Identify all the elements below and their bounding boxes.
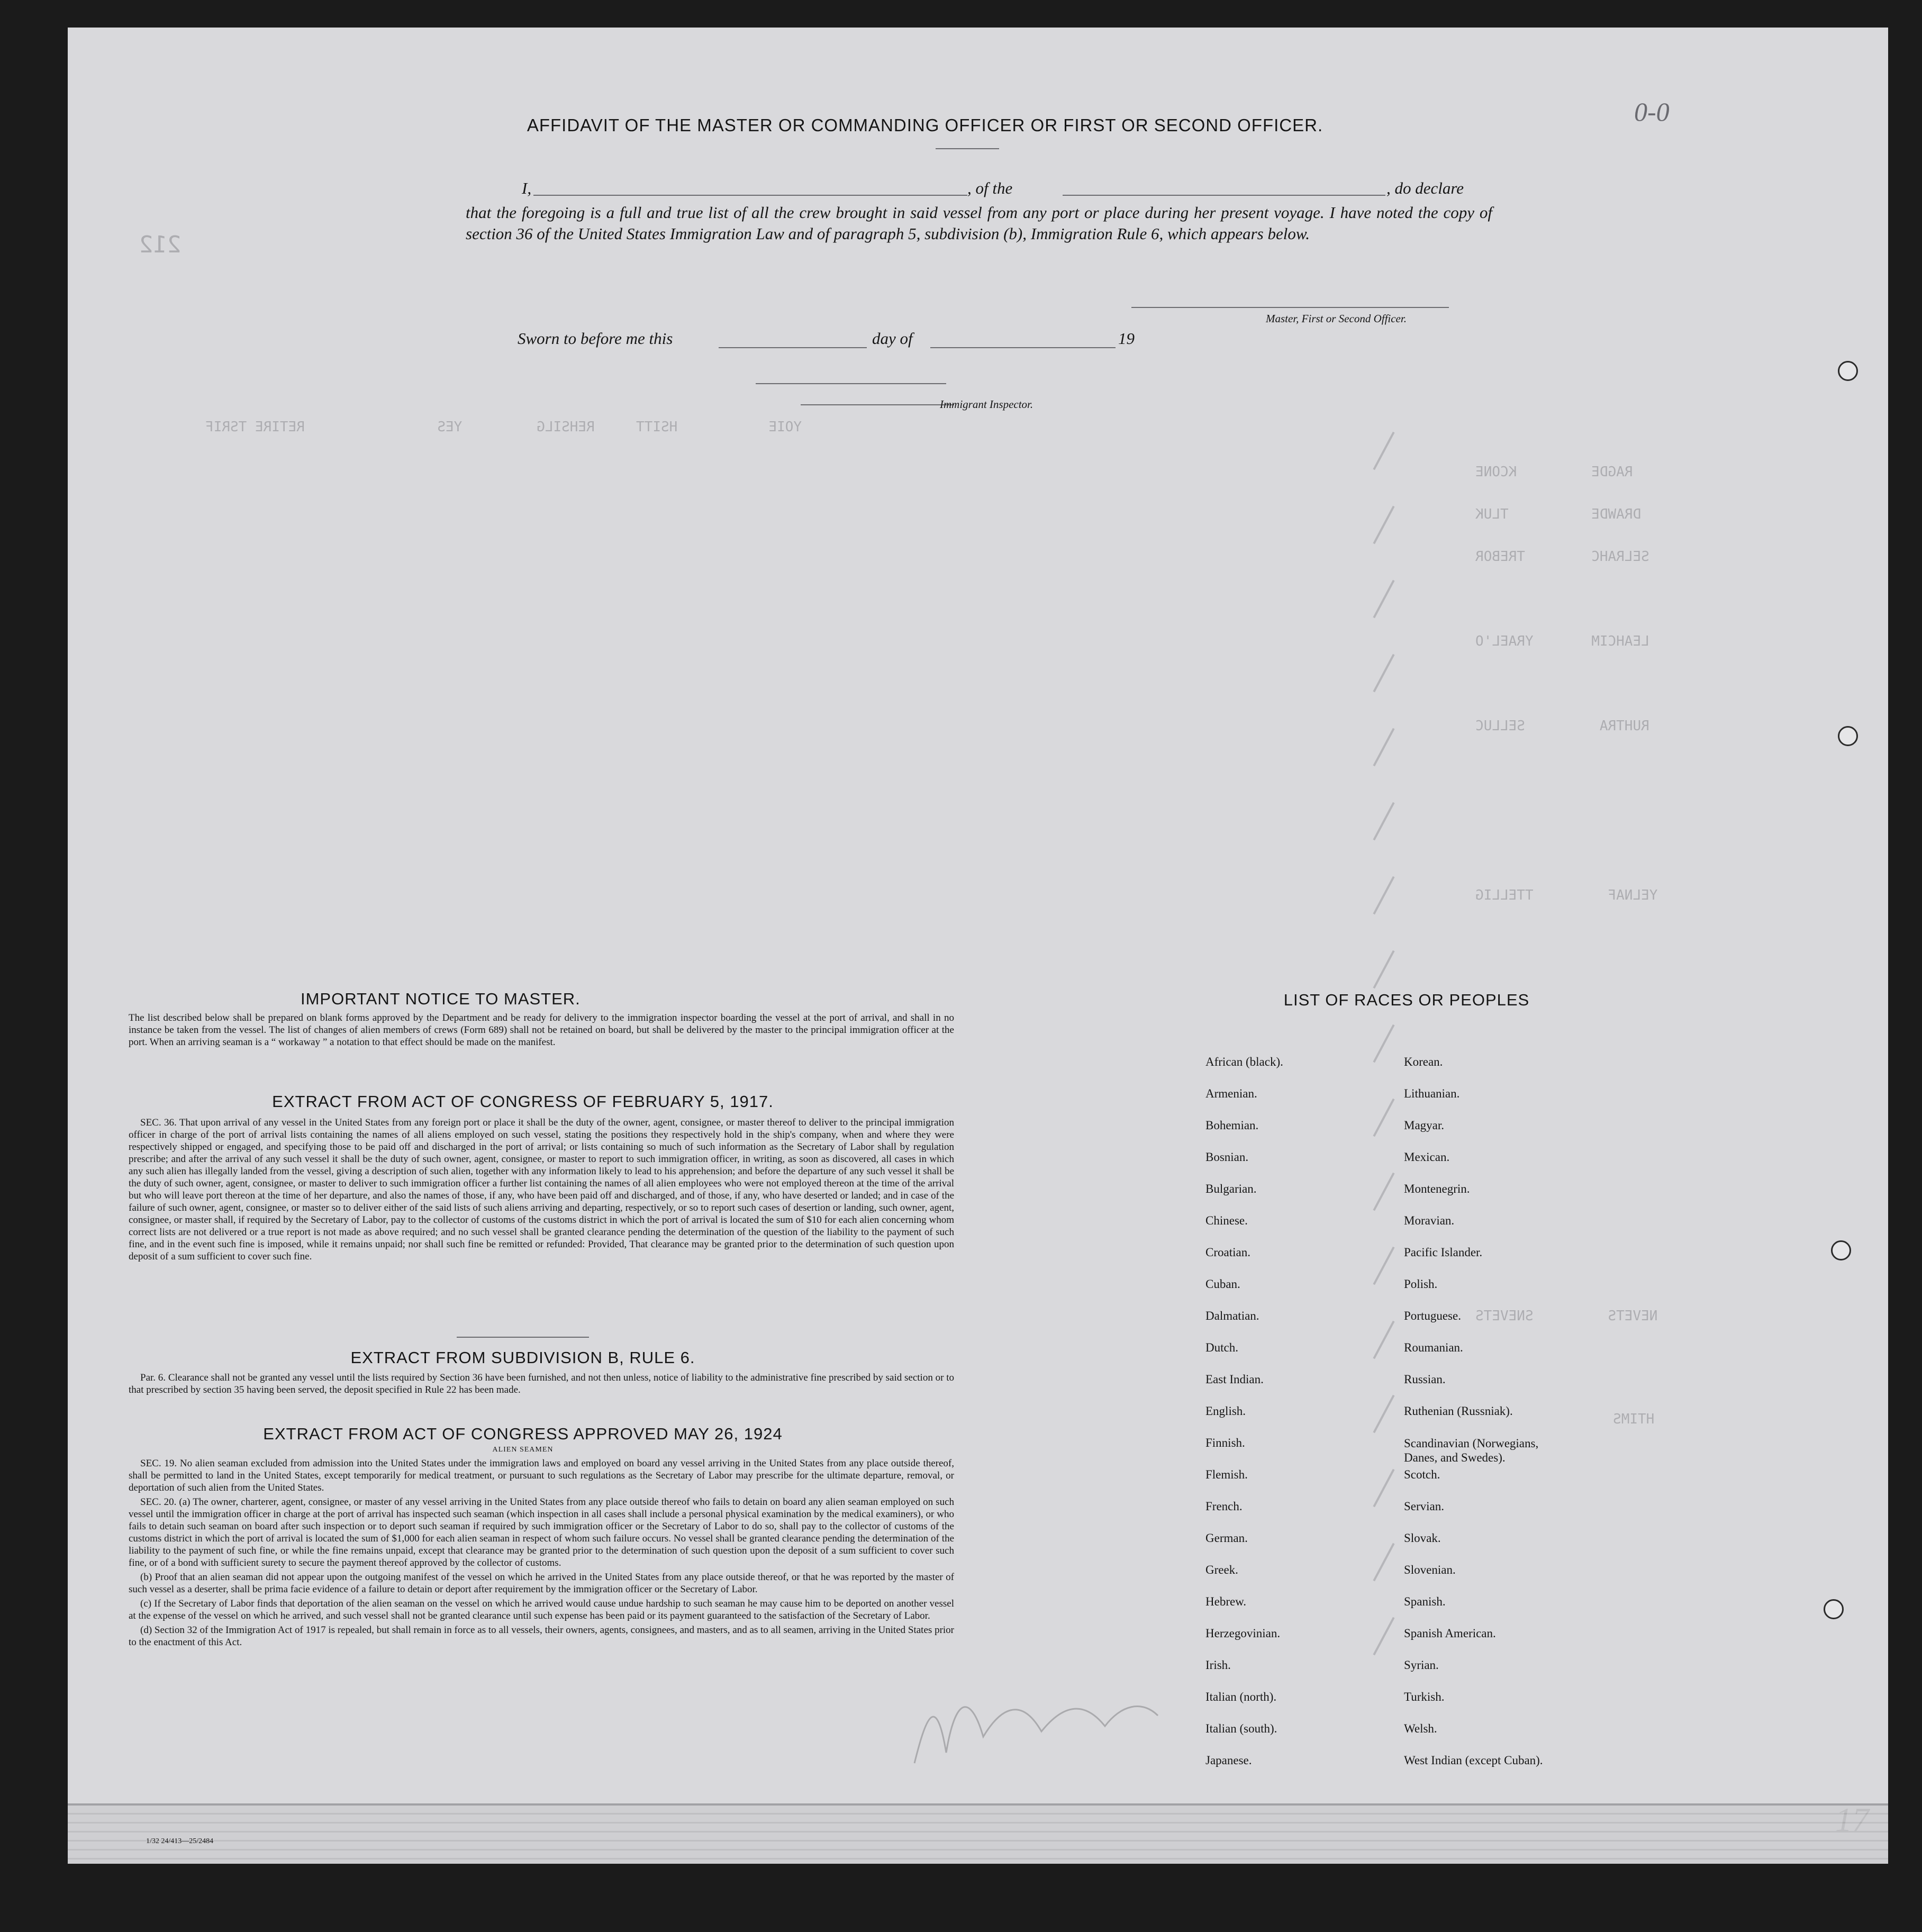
affidavit-body: that the foregoing is a full and true list of all the crew brought in said vessel from any port or place during her present voyage. I have noted the copy of section 36 of the United States Immigration Law and of paragraph 5, subdivision (b), Immigration Rule 6, which appears below.: [466, 203, 1492, 243]
handwritten-scribble: [904, 1657, 1168, 1784]
race-right-item: Montenegrin.: [1404, 1182, 1470, 1195]
race-right-item: West Indian (except Cuban).: [1404, 1754, 1543, 1767]
bleed-through-row: YOIE HSITT REHSILG YES RETIRE TSRIF: [205, 419, 802, 435]
race-left-item: Dalmatian.: [1205, 1309, 1259, 1322]
race-left-item: Italian (south).: [1205, 1722, 1277, 1735]
race-right-item: Turkish.: [1404, 1690, 1445, 1703]
race-left-item: French.: [1205, 1500, 1243, 1513]
race-right-item: Roumanian.: [1404, 1341, 1463, 1354]
extract-1924-paragraph: SEC. 20. (a) The owner, charterer, agent, consignee, or master of any vessel arriving in the United States from any place outside thereof who fails to detain on board any alien seaman employed on such vessel until the immigration officer in charge at the port of arrival has inspected such seaman (which inspection in all cases shall include a personal physical examination by the medical examiners), or who fails to detain such seaman on board after such inspection or to deport such seaman if required by such immigration officer or the Secretary of Labor to do so, shall pay to the collector of customs of the customs district in which the port of arrival is located the sum of $1,000 for each alien seaman in respect of whom such failure occurs. No vessel shall be granted clearance pending the determination of the liability to the payment of such fine, or while the fine remains unpaid, except that clearance may be granted prior to the determination of such question upon the deposit of a sum sufficient to cover such fine, or of a bond with sufficient surety to secure the payment thereof approved by the collector of customs.: [129, 1496, 954, 1568]
race-right-item: Slovak.: [1404, 1531, 1441, 1545]
bleed-through-row: SELRAHC TREBOR: [1475, 549, 1649, 565]
race-right-item: Portuguese.: [1404, 1309, 1461, 1322]
bleed-through-row: LEAHCIM YRAEL'O: [1475, 633, 1649, 649]
extract-1917-body: SEC. 36. That upon arrival of any vessel in the United States from any foreign port or place it shall be the duty of the owner, agent, consignee, or master thereof to deliver to the principal immigration officer in charge of the port of arrival lists containing the names of all aliens employed on such vessel, stating the positions they respectively hold in the ship's company, when and where they were respectively shipped or engaged, and specifying those to be paid off and discharged in the port of arrival; or lists containing so much of such information as the Secretary of Labor shall by regulation prescribe; and after the arrival of any such vessel it shall be the duty of such owner, agent, consignee, or master to report to such immigration officer, in writing, as soon as discovered, all cases in which any such alien has illegally landed from the vessel, giving a description of such alien, together with any information likely to lead to his apprehension; and before the departure of any such vessel it shall be the duty of such owner, agent, consignee, or master to deliver to such immigration officer a further list containing the names of all alien employees who were not employed thereon at the time of the arrival but who will leave port thereon at the time of her departure, and also the names of those, if any, who have been paid off and discharged, and of those, if any, who have deserted or landed; and in case of the failure of such owner, agent, consignee, or master so to deliver either of the said lists of such aliens arriving and departing, respectively, or so to report such cases of desertion or landing, such owner, agent, consignee, or master shall, if required by the Secretary of Labor, pay to the collector of customs of the customs district in which the port of arrival is located the sum of $10 for each alien concerning whom correct lists are not delivered or a true report is not made as above required; and no such vessel shall be granted clearance pending the determination of the question of the liability to the payment of such fine, and in the event such fine is imposed, while it remains unpaid; nor shall such fine be remitted or refunded: Provided, That clearance may be granted prior to the determination of such question upon deposit of a sum sufficient to cover such fine.: [129, 1117, 954, 1262]
bleed-through-row: RUHTRA SELLUC: [1475, 718, 1649, 734]
affidavit-title: AFFIDAVIT OF THE MASTER OR COMMANDING OFFICER OR FIRST OR SECOND OFFICER.: [527, 115, 1323, 135]
sworn-text: Sworn to before me this: [518, 329, 673, 348]
race-left-item: English.: [1205, 1404, 1246, 1418]
affidavit-declare: , do declare: [1386, 179, 1464, 197]
officer-name-line[interactable]: [533, 195, 967, 196]
bleed-through-row: HTIMS: [1613, 1411, 1655, 1427]
race-left-item: German.: [1205, 1531, 1248, 1545]
sworn-day-line[interactable]: [719, 347, 867, 348]
race-left-item: Irish.: [1205, 1658, 1231, 1672]
sworn-month-line[interactable]: [930, 347, 1116, 348]
race-left-item: Bosnian.: [1205, 1150, 1249, 1164]
race-left-item: Herzegovinian.: [1205, 1627, 1281, 1640]
race-right-item: Polish.: [1404, 1277, 1438, 1291]
race-left-item: Flemish.: [1205, 1468, 1248, 1481]
form-code: 1/32 24/413—25/2484: [146, 1837, 214, 1845]
race-right-item: Russian.: [1404, 1373, 1446, 1386]
bleed-through-row: YELNAF TTELLIG: [1475, 887, 1658, 903]
inspector-signature-line[interactable]: [801, 404, 954, 405]
extract-1924-body: [129, 1457, 954, 1650]
race-right-item: Moravian.: [1404, 1214, 1455, 1227]
binder-hole: [1838, 361, 1858, 381]
signature-line[interactable]: [1131, 307, 1449, 308]
race-left-item: Bulgarian.: [1205, 1182, 1257, 1195]
year-prefix: 19: [1118, 329, 1135, 348]
affidavit-of-the: , of the: [967, 179, 1013, 197]
extract-1924-paragraph: SEC. 19. No alien seaman excluded from admission into the United States under the immigration laws and employed on board any vessel arriving in the United States from any place outside thereof, shall be permitted to land in the United States, except temporarily for medical treatment, or pursuant to such regulations as the Secretary of Labor may prescribe for the ultimate departure, removal, or deportation of such alien from the United States.: [129, 1458, 954, 1493]
race-left-item: Greek.: [1205, 1563, 1238, 1576]
races-title: LIST OF RACES OR PEOPLES: [1283, 991, 1530, 1009]
race-left-item: Cuban.: [1205, 1277, 1240, 1291]
bleed-through-number: 212: [139, 231, 182, 258]
binder-hole: [1838, 726, 1858, 746]
extract-1924-paragraph: (d) Section 32 of the Immigration Act of 1917 is repealed, but shall remain in force as to all vessels, their owners, agents, consignees, and masters, and as to all seamen, arriving in the United States prior to the enactment of this Act.: [129, 1625, 954, 1648]
extract-1924-paragraph: (b) Proof that an alien seaman did not appear upon the outgoing manifest of the vessel on which he arrived in the United States from any place outside thereof, or that he was reported by the master of such vessel as a deserter, shall be prima facie evidence of a failure to detain or deport after requirement by the immigration officer or the Secretary of Labor.: [129, 1572, 954, 1595]
race-left-item: Japanese.: [1205, 1754, 1252, 1767]
race-left-item: East Indian.: [1205, 1373, 1264, 1386]
bleed-through-row: NEVETS SNEVETS: [1475, 1308, 1658, 1324]
race-right-item: Lithuanian.: [1404, 1087, 1460, 1100]
bleed-through-row: RAGDE KCONE: [1475, 464, 1633, 480]
race-right-item: Ruthenian (Russniak).: [1404, 1404, 1513, 1418]
extract-rule6-body: Par. 6. Clearance shall not be granted any vessel until the lists required by Section 36 have been furnished, and not then unless, notice of liability to the administrative fine prescribed by said section or to that prescribed by section 35 having been served, the deposit specified in Rule 22 has been made.: [129, 1372, 954, 1395]
extract-1917-title: EXTRACT FROM ACT OF CONGRESS OF FEBRUARY 5, 1917.: [272, 1092, 774, 1111]
vessel-name-line[interactable]: [1063, 195, 1385, 196]
race-right-item: Syrian.: [1404, 1658, 1439, 1672]
binder-hole: [1831, 1240, 1851, 1260]
binder-hole: [1824, 1599, 1844, 1619]
extract-1924-paragraph: (c) If the Secretary of Labor finds that deportation of the alien seaman on the vessel on which he arrived would cause undue hardship to such seaman he may cause him to be deported on another vessel at the expense of the vessel on which he arrived, and such vessel shall not be granted clearance until such expense has been paid or its payment guaranteed to the satisfaction of the Secretary of Labor.: [129, 1598, 954, 1621]
bleed-through-row: DRAWDE TLUK: [1475, 506, 1642, 522]
extract-1924-subtitle: ALIEN SEAMEN: [492, 1446, 554, 1454]
race-left-item: African (black).: [1205, 1055, 1283, 1068]
race-right-item: Magyar.: [1404, 1119, 1445, 1132]
race-right-item: Pacific Islander.: [1404, 1246, 1483, 1259]
race-left-item: Armenian.: [1205, 1087, 1257, 1100]
race-left-item: Finnish.: [1205, 1436, 1245, 1449]
race-right-item: Welsh.: [1404, 1722, 1437, 1735]
race-right-item: Spanish American.: [1404, 1627, 1496, 1640]
race-right-item: Slovenian.: [1404, 1563, 1456, 1576]
race-left-item: Bohemian.: [1205, 1119, 1259, 1132]
manifest-sheet: [68, 28, 1888, 1864]
notice-title: IMPORTANT NOTICE TO MASTER.: [301, 990, 581, 1008]
day-of-text: day of: [872, 329, 913, 348]
extract-rule6-title: EXTRACT FROM SUBDIVISION B, RULE 6.: [350, 1348, 695, 1367]
affidavit-i: I,: [522, 179, 532, 197]
race-right-item: Mexican.: [1404, 1150, 1450, 1164]
race-left-item: Hebrew.: [1205, 1595, 1247, 1608]
race-left-item: Italian (north).: [1205, 1690, 1277, 1703]
stacked-page-edges: [68, 1803, 1888, 1864]
race-right-item: Servian.: [1404, 1500, 1445, 1513]
race-right-item: Korean.: [1404, 1055, 1443, 1068]
inspector-caption: Immigrant Inspector.: [940, 398, 1033, 411]
race-right-item: Spanish.: [1404, 1595, 1446, 1608]
extract-1924-title: EXTRACT FROM ACT OF CONGRESS APPROVED MAY 26, 1924: [263, 1425, 783, 1443]
race-left-item: Dutch.: [1205, 1341, 1238, 1354]
race-right-item: Scotch.: [1404, 1468, 1440, 1481]
race-left-item: Chinese.: [1205, 1214, 1248, 1227]
signature-caption: Master, First or Second Officer.: [1266, 312, 1407, 325]
corner-mark: 0-0: [1634, 97, 1670, 126]
notice-body: The list described below shall be prepared on blank forms approved by the Department and be ready for delivery to the immigration inspector boarding the vessel at the port of arrival, and shall in no instance be taken from the vessel. The list of changes of alien members of crews (Form 689) shall not be retained on board, but shall be delivered by the master to the principal immigration officer at the port. When an arriving seaman is a “ workaway ” a notation to that effect should be made on the manifest.: [129, 1012, 954, 1048]
race-right-item: Scandinavian (Norwegians, Danes, and Swedes).: [1404, 1437, 1539, 1464]
race-left-item: Croatian.: [1205, 1246, 1250, 1259]
